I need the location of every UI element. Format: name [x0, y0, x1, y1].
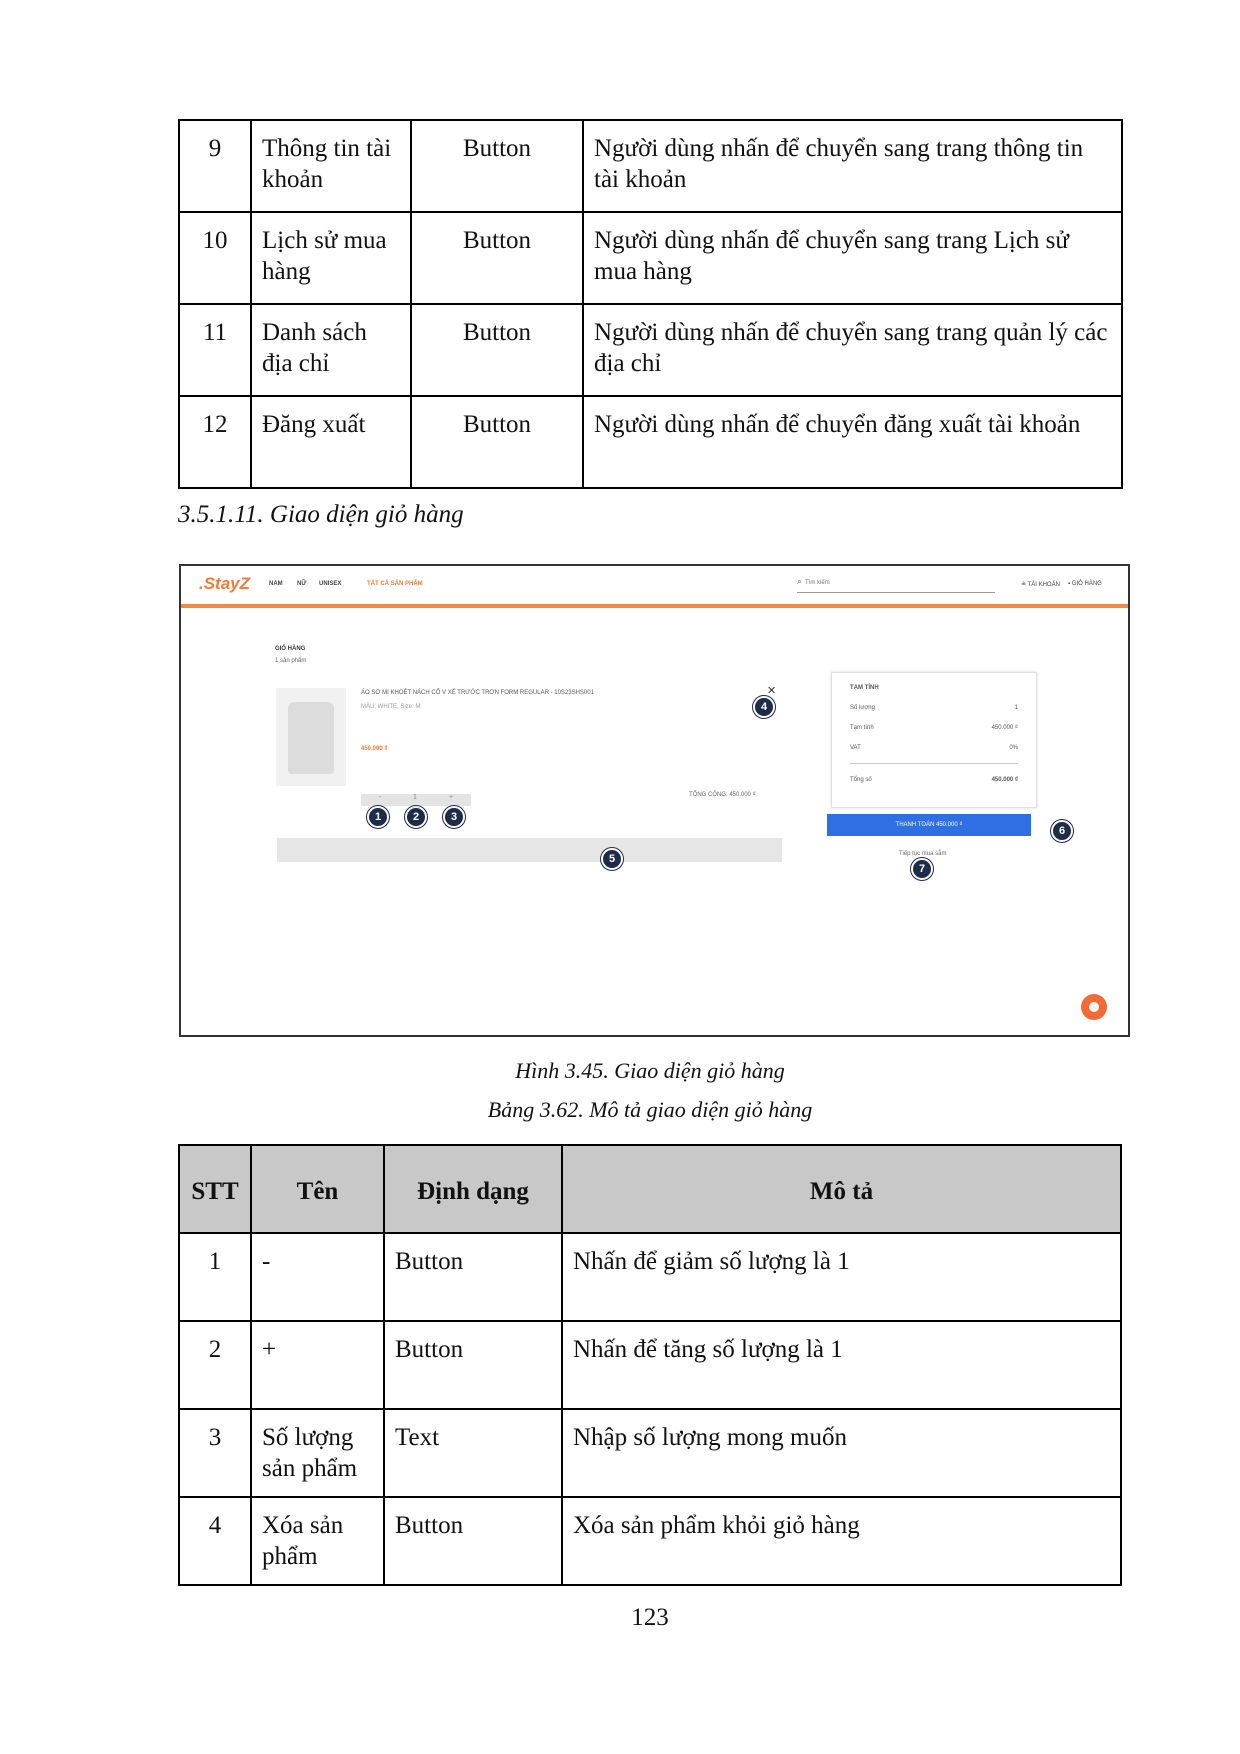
format-cell: Button [411, 304, 583, 396]
callout-marker: 5 [601, 848, 623, 870]
format-cell: Button [384, 1321, 562, 1409]
callout-marker: 1 [367, 806, 389, 828]
column-header: Định dạng [384, 1145, 562, 1233]
cart-total: TỔNG CỘNG: 450.000 ₫ [689, 792, 756, 798]
description-cell: Người dùng nhấn để chuyển sang trang Lịch sử mua hàng [583, 212, 1122, 304]
section-heading: 3.5.1.11. Giao diện giỏ hàng [178, 501, 464, 528]
product-image [276, 688, 346, 786]
description-cell: Xóa sản phẩm khỏi giỏ hàng [562, 1497, 1121, 1585]
stt-cell: 4 [179, 1497, 251, 1585]
search-input[interactable]: ⌕ Tìm kiếm [797, 576, 995, 593]
description-cell: Người dùng nhấn để chuyển sang trang quản lý các địa chỉ [583, 304, 1122, 396]
callout-marker: 3 [443, 806, 465, 828]
column-header: STT [179, 1145, 251, 1233]
order-summary [831, 672, 1037, 808]
table-row [179, 304, 1122, 396]
stt-cell: 10 [179, 212, 251, 304]
name-cell: Thông tin tài khoản [251, 120, 411, 212]
name-cell: Lịch sử mua hàng [251, 212, 411, 304]
table-header-row [179, 1145, 1121, 1233]
stt-cell: 12 [179, 396, 251, 488]
nav-link-all-products[interactable]: TẤT CẢ SẢN PHẨM [367, 581, 423, 587]
table-row [179, 396, 1122, 488]
cart-icon: ▪ [1068, 581, 1071, 587]
stt-cell: 3 [179, 1409, 251, 1497]
table-caption: Bảng 3.62. Mô tả giao diện giỏ hàng [487, 1097, 813, 1122]
description-cell: Nhập số lượng mong muốn [562, 1409, 1121, 1497]
name-cell: Xóa sản phẩm [251, 1497, 384, 1585]
format-cell: Button [384, 1233, 562, 1321]
callout-marker: 4 [753, 696, 775, 718]
nav-link-nam[interactable]: NAM [269, 581, 283, 587]
summary-title: TẠM TÍNH [850, 685, 879, 691]
cart-action-bar[interactable] [277, 838, 782, 862]
table-row [179, 1409, 1121, 1497]
product-variant: MÀU: WHITE, Size: M [361, 704, 421, 710]
name-cell: Số lượng sản phẩm [251, 1409, 384, 1497]
stt-cell: 1 [179, 1233, 251, 1321]
decrease-qty-button[interactable]: - [379, 794, 382, 801]
product-price: 450.000 ₫ [361, 746, 388, 752]
nav-link-nu[interactable]: NỮ [297, 581, 307, 587]
account-link[interactable]: ≗ TÀI KHOẢN [1021, 582, 1060, 588]
table-row [179, 120, 1122, 212]
table-row [179, 212, 1122, 304]
cart-count: 1 sản phẩm [275, 658, 307, 664]
summary-row: VAT 0% [850, 745, 1018, 751]
format-cell: Text [384, 1409, 562, 1497]
format-cell: Button [384, 1497, 562, 1585]
stt-cell: 9 [179, 120, 251, 212]
cart-screenshot-figure [179, 564, 1130, 1037]
remove-product-button[interactable]: ✕ [767, 685, 777, 697]
quantity-stepper [361, 794, 471, 806]
format-cell: Button [411, 396, 583, 488]
description-cell: Nhấn để tăng số lượng là 1 [562, 1321, 1121, 1409]
name-cell: + [251, 1321, 384, 1409]
name-cell: Danh sách địa chỉ [251, 304, 411, 396]
continue-shopping-link[interactable]: Tiếp tục mua sắm [899, 851, 947, 857]
product-name[interactable]: ÁO SƠ MI KHOÉT NÁCH CỔ V XẺ TRƯỚC TRƠN FORM REGULAR - 10S23SHS001 [361, 690, 594, 696]
summary-total: Tổng số 450.000 ₫ [850, 777, 1018, 783]
name-cell: Đăng xuất [251, 396, 411, 488]
chat-icon[interactable] [1081, 994, 1107, 1020]
search-icon: ⌕ [797, 576, 803, 586]
column-header: Tên [251, 1145, 384, 1233]
quantity-input[interactable]: 1 [413, 794, 417, 801]
stt-cell: 11 [179, 304, 251, 396]
table-row [179, 1497, 1121, 1585]
format-cell: Button [411, 120, 583, 212]
page-number: 123 [631, 1604, 669, 1631]
callout-marker: 2 [405, 806, 427, 828]
callout-marker: 6 [1051, 820, 1073, 842]
cart-title: GIỎ HÀNG [275, 646, 306, 652]
table-row [179, 1233, 1121, 1321]
user-icon: ≗ [1021, 582, 1027, 588]
description-cell: Người dùng nhấn để chuyển sang trang thông tin tài khoản [583, 120, 1122, 212]
column-header: Mô tả [562, 1145, 1121, 1233]
cart-description-table [178, 1144, 1122, 1586]
site-navbar [181, 566, 1128, 608]
increase-qty-button[interactable]: + [449, 794, 454, 801]
cart-link[interactable]: ▪ GIỎ HÀNG [1068, 581, 1102, 587]
stt-cell: 2 [179, 1321, 251, 1409]
description-cell: Người dùng nhấn để chuyển đăng xuất tài khoản [583, 396, 1122, 488]
description-cell: Nhấn để giảm số lượng là 1 [562, 1233, 1121, 1321]
summary-row: Tạm tính 450.000 ₫ [850, 725, 1018, 731]
nav-link-unisex[interactable]: UNISEX [319, 581, 342, 587]
site-logo[interactable]: .StayZ [199, 574, 251, 593]
name-cell: - [251, 1233, 384, 1321]
figure-caption: Hình 3.45. Giao diện giỏ hàng [515, 1058, 785, 1083]
summary-row: Số lượng 1 [850, 705, 1018, 711]
table-row [179, 1321, 1121, 1409]
format-cell: Button [411, 212, 583, 304]
checkout-button[interactable]: THANH TOÁN 450.000 ₫ [827, 814, 1031, 836]
top-description-table [178, 119, 1123, 489]
callout-marker: 7 [911, 858, 933, 880]
